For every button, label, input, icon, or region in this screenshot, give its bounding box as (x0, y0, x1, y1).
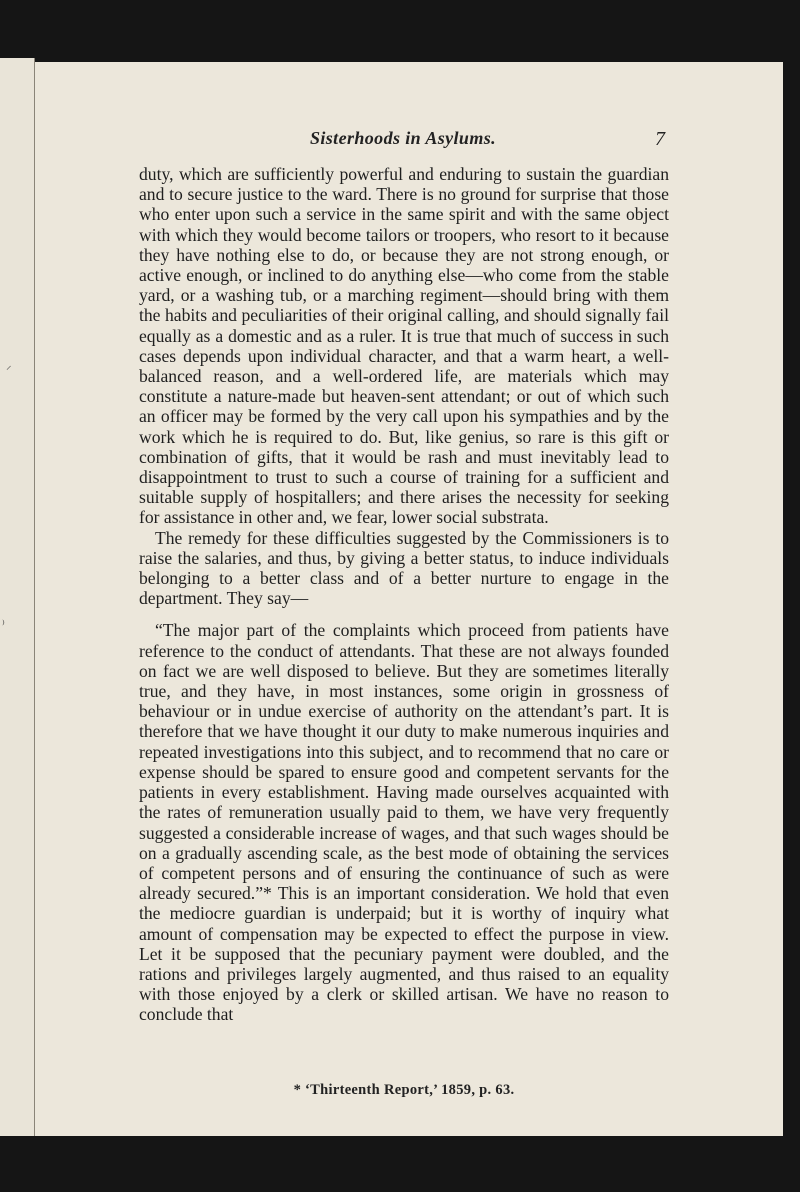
footnote: * ‘Thirteenth Report,’ 1859, p. 63. (293, 1082, 515, 1098)
book-page (35, 62, 783, 1136)
page-number: 7 (655, 128, 665, 150)
paragraph: The remedy for these difficulties suggested by the Commissioners is to raise the salaries, and thus, by giving a better status, to induce individuals belonging to a better class and of a better nurture to engage in the department. They say— (139, 527, 669, 609)
gutter-mark: ⁾ (2, 618, 5, 631)
body-text (139, 164, 669, 1025)
gutter-mark: ⸝ (6, 359, 12, 372)
paragraph: duty, which are sufficiently powerful and enduring to sustain the guardian and to secure justice to the ward. There is no ground for surprise that those who enter upon such a service in the same spirit and with the same object with which they would become tailors or troopers, who resort to it because they have nothing else to do, or because they are not strong enough, or active enough, or inclined to do anything else—who come from the stable yard, or a washing tub, or a marching regiment—should bring with them the habits and peculiarities of their original calling, and should signally fail equally as a domestic and as a ruler. It is true that much of success in such cases depends upon individual character, and that a warm heart, a well-balanced reason, and a well-ordered life, are materials which may constitute a nature-made but heaven-sent attendant; or out of which such an officer may be formed by the very call upon his sympathies and by the work which he is required to do. But, like genius, so rare is this gift or combination of gifts, that it would be rash and must inevitably lead to disappointment to trust to such a course of training for a sufficient and suitable supply of hospitallers; and there arises the necessity for seeking for assistance in other and, we fear, lower social substrata. (139, 164, 669, 528)
running-title: Sisterhoods in Asylums. (309, 128, 497, 148)
facing-page-edge (0, 58, 35, 1136)
quoted-paragraph: “The major part of the complaints which proceed from patients have reference to the conduct of attendants. That these are not always founded on fact we are well disposed to believe. But they are sometimes literally true, and they have, in most instances, some origin in grossness of behaviour or in undue exercise of authority on the attendant’s part. It is therefore that we have thought it our duty to make numerous inquiries and repeated investigations into this subject, and to recommend that no care or expense should be spared to ensure good and competent servants for the patients in every establishment. Having made ourselves acquainted with the rates of remuneration usually paid to them, we have very frequently suggested a considerable increase of wages, and that such wages should be on a gradually ascending scale, as the best mode of obtaining the services of competent persons and of ensuring the continuance of such as were already secured.”* This is an important consideration. We hold that even the mediocre guardian is underpaid; but it is worthy of inquiry what amount of compensation may be expected to effect the purpose in view. Let it be supposed that the pecuniary payment were doubled, and the rations and privileges largely augmented, and thus raised to an equality with those enjoyed by a clerk or skilled artisan. We have no reason to conclude that (139, 620, 669, 1025)
